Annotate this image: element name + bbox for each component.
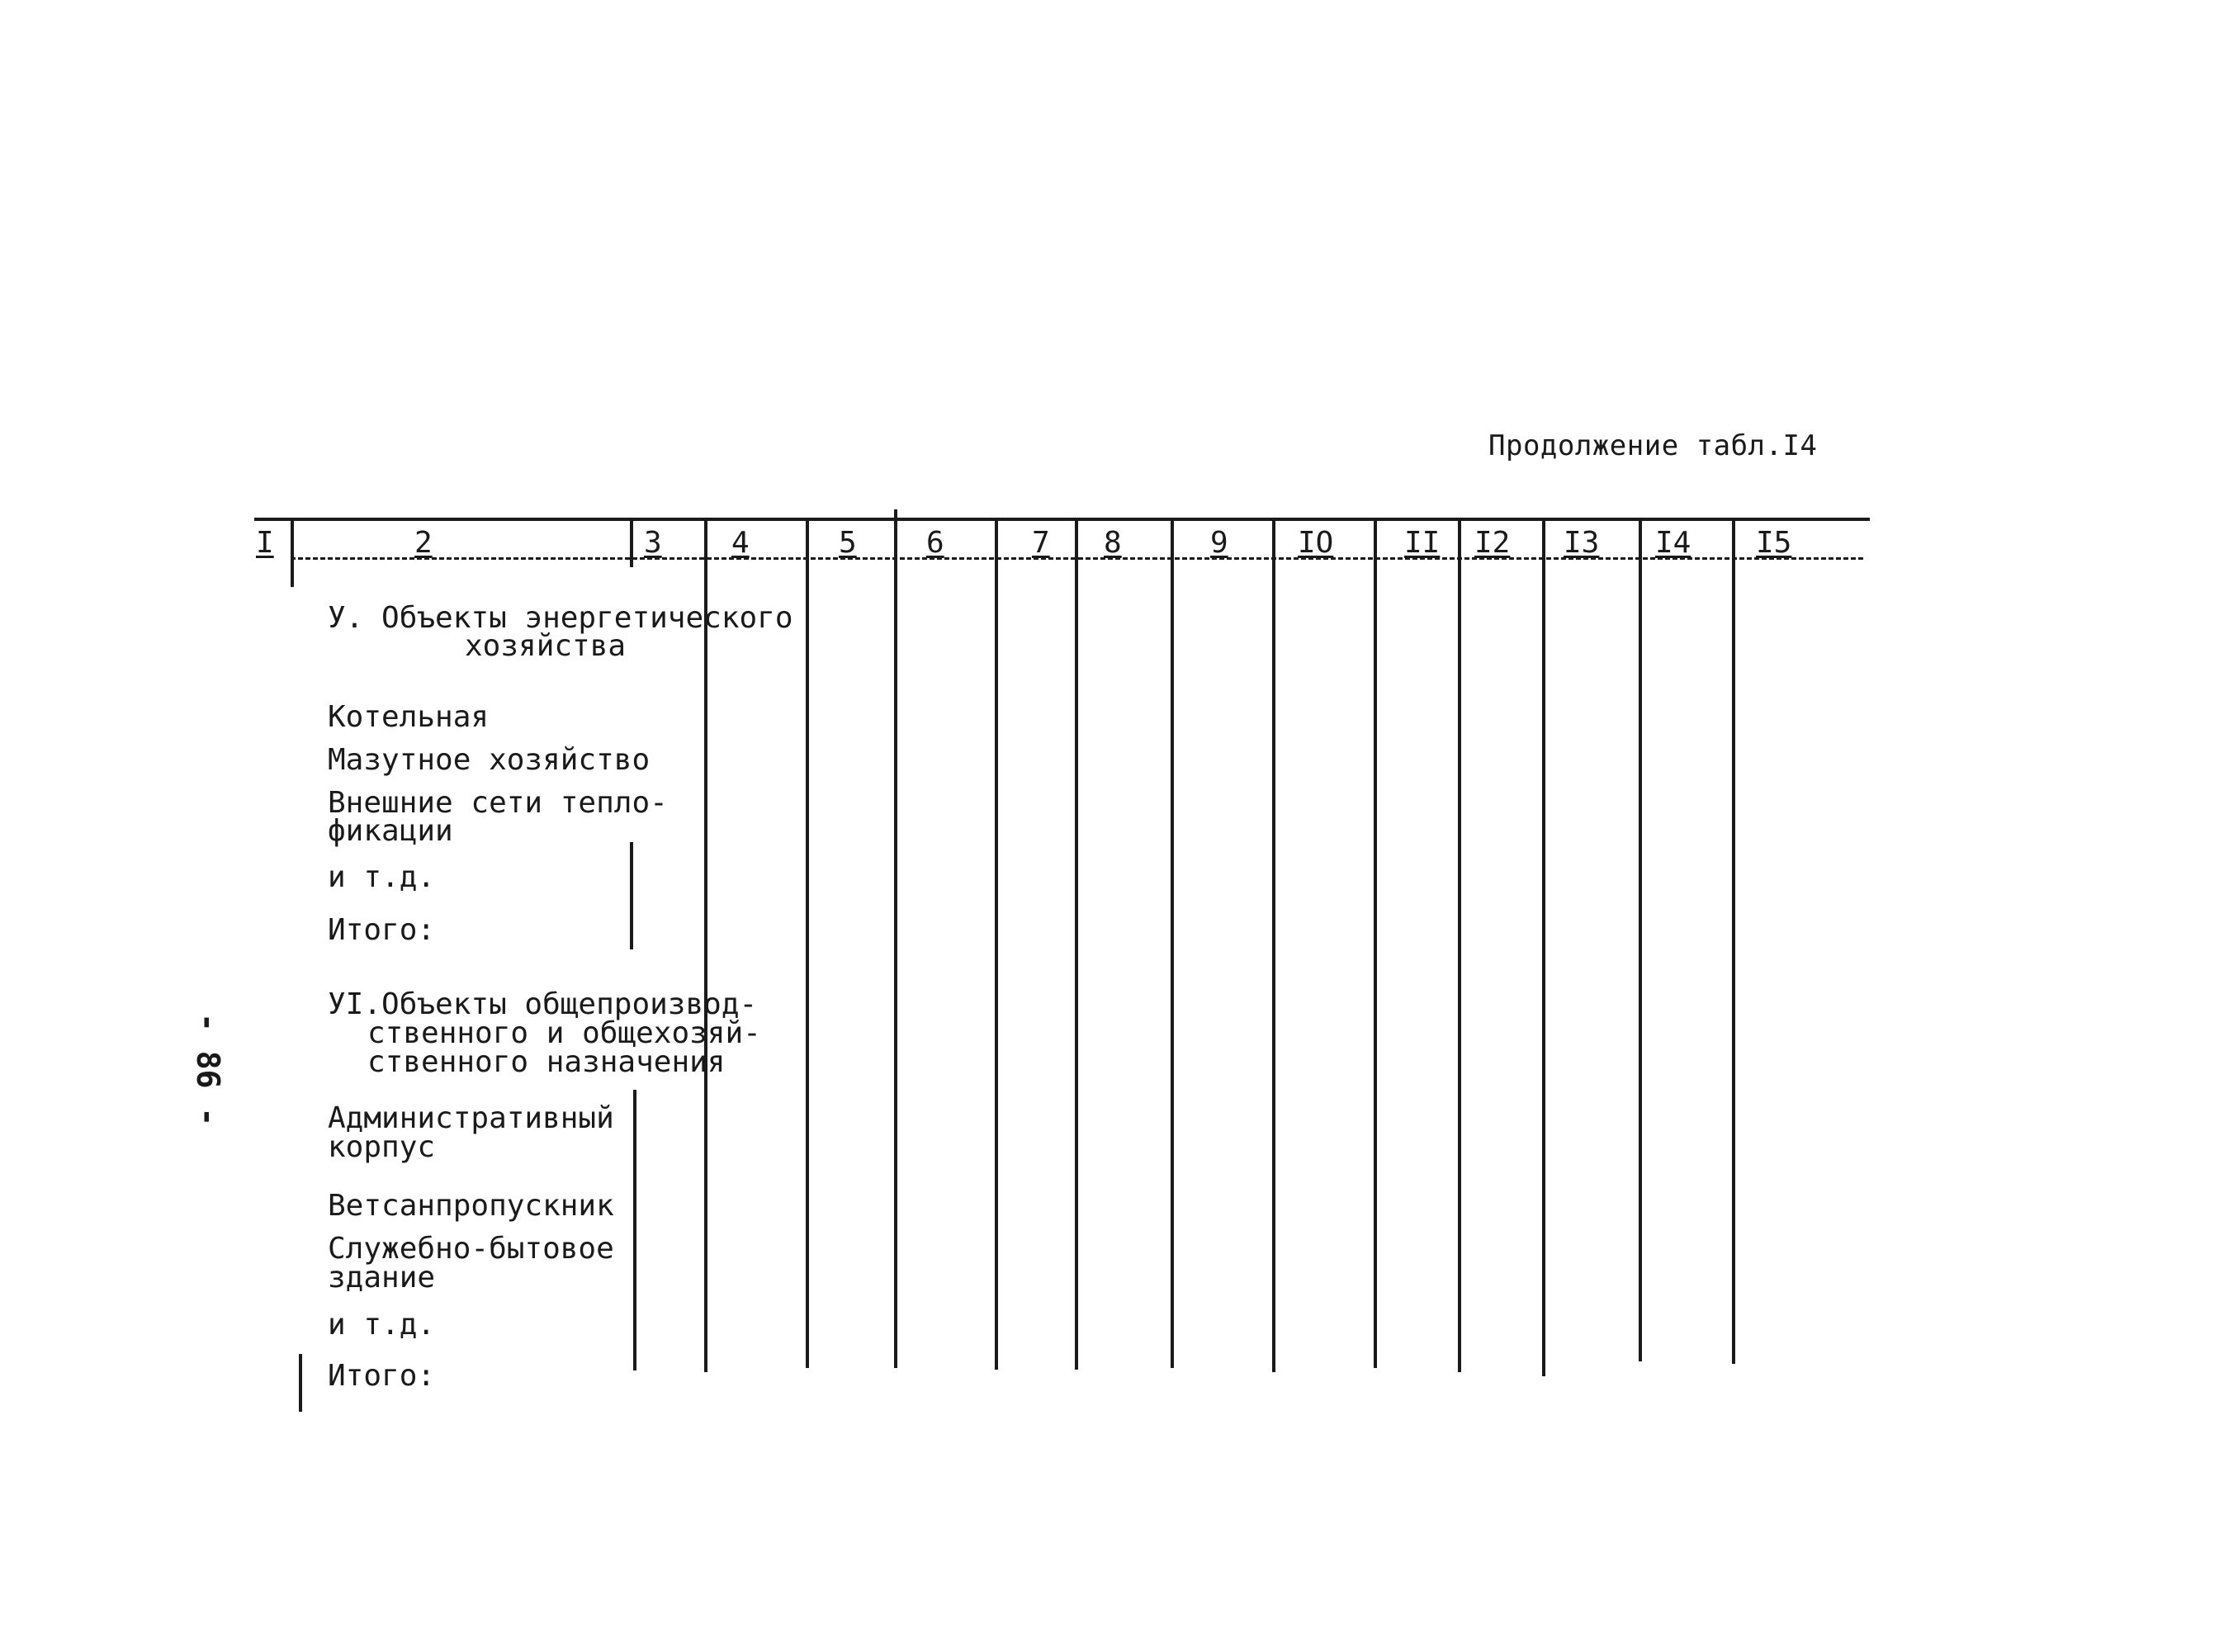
column-number-14: I4 bbox=[1655, 526, 1691, 560]
column-number-5: 5 bbox=[839, 526, 857, 560]
column-number-8: 8 bbox=[1104, 526, 1122, 560]
row-fuel-oil: Мазутное хозяйство bbox=[328, 743, 651, 777]
column-number-6: 6 bbox=[926, 526, 944, 560]
row-total-v: Итого: bbox=[328, 913, 436, 947]
column-number-13: I3 bbox=[1564, 526, 1600, 560]
section-vi-heading-line3: ственного назначения bbox=[367, 1045, 726, 1079]
column-line-4 bbox=[806, 518, 809, 1368]
row-boiler-house: Котельная bbox=[328, 700, 490, 734]
section-v-heading-line2: хозяйства bbox=[465, 629, 627, 663]
column-line-6 bbox=[995, 518, 998, 1370]
row-total-vi: Итого: bbox=[328, 1359, 436, 1393]
column-line-7 bbox=[1075, 518, 1078, 1370]
column-number-1: I bbox=[256, 526, 274, 560]
column-line-5 bbox=[894, 509, 897, 1368]
column-line-9 bbox=[1272, 518, 1275, 1372]
row-etc-vi: и т.д. bbox=[328, 1308, 436, 1342]
column-number-2: 2 bbox=[414, 526, 433, 560]
column-number-12: I2 bbox=[1474, 526, 1511, 560]
column-line-1 bbox=[291, 518, 294, 587]
row-admin-building-line1: Административный bbox=[328, 1101, 614, 1135]
column-line-8 bbox=[1171, 518, 1174, 1368]
column-line-10 bbox=[1374, 518, 1377, 1368]
row-vet-checkpoint: Ветсанпропускник bbox=[328, 1189, 614, 1223]
column-number-15: I5 bbox=[1756, 526, 1792, 560]
section-vi-heading-line2: ственного и общехозяй- bbox=[367, 1016, 761, 1050]
page-number: - 86 - bbox=[190, 1013, 226, 1127]
row-heating-networks-line2: фикации bbox=[328, 814, 453, 848]
column-line-3 bbox=[704, 518, 707, 1372]
row-admin-building-line2: корпус bbox=[328, 1130, 436, 1164]
row-service-building-line1: Служебно-бытовое bbox=[328, 1232, 614, 1266]
section-vi-heading-line1: УI.Объекты общепроизвод- bbox=[328, 987, 758, 1021]
column-line-12 bbox=[1542, 518, 1545, 1376]
table-top-rule bbox=[254, 518, 1870, 521]
column-line-14 bbox=[1732, 518, 1735, 1364]
column-number-4: 4 bbox=[731, 526, 750, 560]
column-line-1-body bbox=[299, 1354, 302, 1412]
column-line-13 bbox=[1639, 518, 1642, 1361]
column-number-9: 9 bbox=[1210, 526, 1228, 560]
row-etc-v: и т.д. bbox=[328, 860, 436, 894]
row-service-building-line2: здание bbox=[328, 1261, 436, 1295]
column-line-11 bbox=[1458, 518, 1461, 1372]
section-v-heading-line1: У. Объекты энергетического bbox=[328, 601, 793, 635]
column-line-2-body-a bbox=[630, 842, 633, 949]
column-number-3: 3 bbox=[644, 526, 662, 560]
continuation-label: Продолжение табл.I4 bbox=[1488, 429, 1818, 462]
column-number-10: IO bbox=[1298, 526, 1334, 560]
column-line-2 bbox=[630, 518, 633, 567]
column-line-2-body-b bbox=[633, 1090, 636, 1370]
column-number-7: 7 bbox=[1032, 526, 1050, 560]
column-number-11: II bbox=[1404, 526, 1441, 560]
row-heating-networks-line1: Внешние сети тепло- bbox=[328, 786, 668, 820]
